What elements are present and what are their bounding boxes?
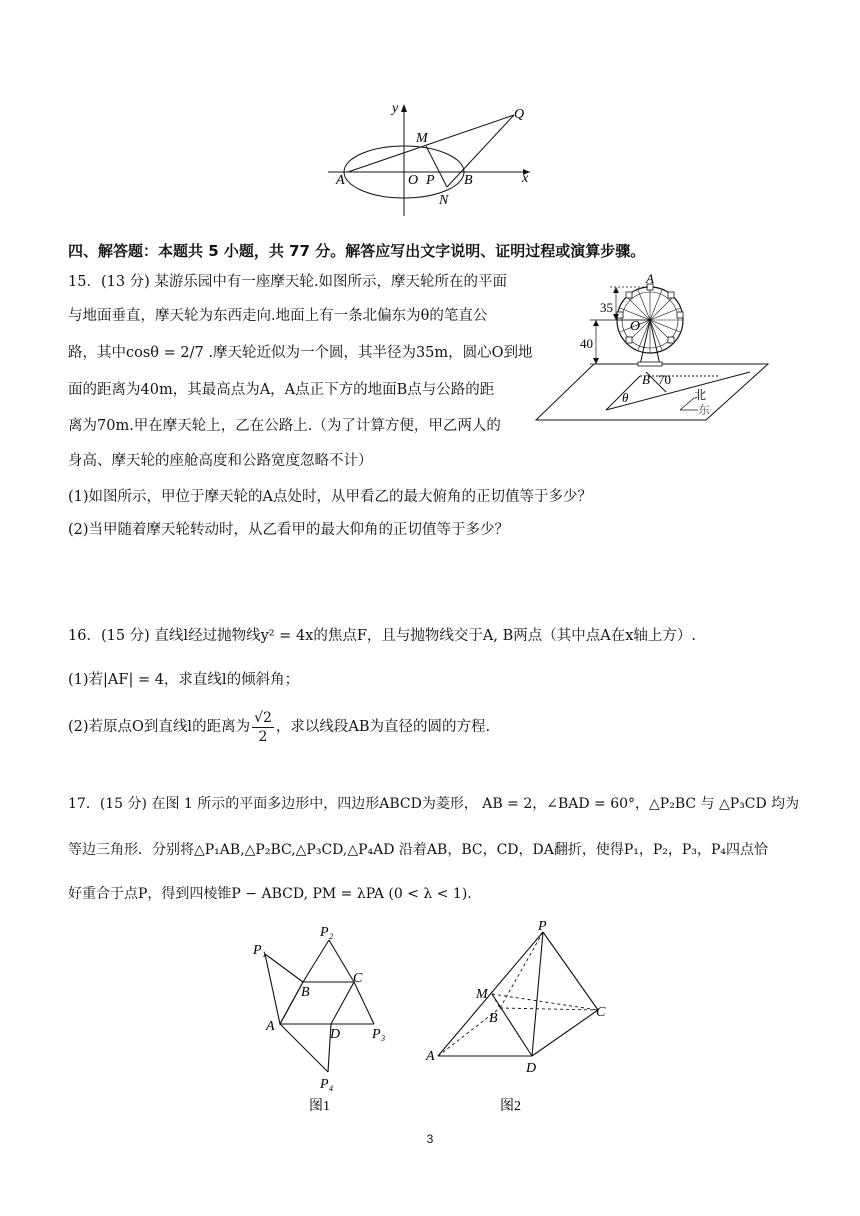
- fig2-label-M: M: [476, 987, 488, 1002]
- q17-line-3: 好重合于点P，得到四棱锥P − ABCD, PM = λPA (0 < λ < 1).: [68, 886, 472, 902]
- q17-line-1: 17．(15 分) 在图 1 所示的平面多边形中，四边形ABCD为菱形， AB = 2，∠BAD = 60°，△P₂BC 与 △P₃CD 均为: [68, 796, 800, 812]
- ferris-label-theta: θ: [622, 390, 629, 405]
- ferris-label-70: 70: [658, 372, 671, 387]
- fig1-label-A: A: [266, 1019, 275, 1034]
- q15-line-2: 与地面垂直，摩天轮为东西走向.地面上有一条北偏东为θ的笔直公: [68, 308, 488, 324]
- q15-line-4: 面的距离为40m，其最高点为A，A点正下方的地面B点与公路的距: [68, 382, 495, 398]
- ferris-wheel-figure: [532, 268, 772, 426]
- q16-fraction-num: √2: [254, 709, 272, 726]
- q15-line-1: 15．(13 分) 某游乐园中有一座摩天轮.如图所示，摩天轮所在的平面: [68, 274, 508, 290]
- fig1-label-P2: P₂: [320, 925, 334, 940]
- ferris-label-north: 北: [694, 388, 707, 402]
- fig1-caption: 图1: [309, 1099, 330, 1114]
- q15-sub-1: (1)如图所示，甲位于摩天轮的A点处时，从甲看乙的最大俯角的正切值等于多少？: [68, 489, 593, 505]
- fig1-label-B: B: [301, 985, 310, 1000]
- q15-sub-2: (2)当甲随着摩天轮转动时，从乙看甲的最大仰角的正切值等于多少？: [68, 522, 510, 538]
- fig1-label-D: D: [330, 1027, 341, 1042]
- fig2-label-D: D: [526, 1061, 537, 1076]
- fig2-label-C: C: [596, 1005, 606, 1020]
- q16-sub2-text-a: (2)若原点O到直线l的距离为: [68, 719, 251, 735]
- label-M: M: [416, 131, 428, 146]
- page-number: 3: [426, 1132, 434, 1146]
- label-A: A: [336, 173, 345, 188]
- fig1-label-P1: P₁: [253, 943, 267, 958]
- ferris-label-A: A: [646, 271, 654, 286]
- ferris-label-35: 35: [600, 300, 613, 315]
- q15-line-3: 路，其中cosθ = 2/7 .摩天轮近似为一个圆，其半径为35m，圆心O到地: [68, 345, 533, 361]
- label-N: N: [439, 193, 449, 208]
- q16-sub-1: (1)若|AF| = 4，求直线l的倾斜角；: [68, 672, 300, 688]
- q16-sub-2: [68, 706, 490, 748]
- ferris-label-40: 40: [580, 336, 593, 351]
- section-heading: 四、解答题：本题共 5 小题，共 77 分。解答应写出文字说明、证明过程或演算步骤。: [68, 242, 646, 260]
- figure-2: [420, 918, 620, 1118]
- q16-fraction: [252, 709, 274, 746]
- label-Q: Q: [514, 107, 525, 122]
- ellipse-figure: [320, 98, 540, 220]
- label-B: B: [464, 173, 473, 188]
- ferris-label-east: 东: [698, 403, 711, 417]
- q16-fraction-den: 2: [258, 728, 268, 745]
- q15-line-6: 身高、摩天轮的座舱高度和公路宽度忽略不计）: [68, 453, 373, 469]
- ferris-label-O: O: [630, 319, 641, 334]
- fig2-caption: 图2: [500, 1099, 521, 1114]
- fig2-label-A: A: [426, 1049, 435, 1064]
- fig1-label-P4: P₄: [320, 1077, 334, 1092]
- label-O: O: [408, 173, 419, 188]
- q15-line-5: 离为70m.甲在摩天轮上，乙在公路上.（为了计算方便，甲乙两人的: [68, 418, 501, 434]
- fig2-label-P: P: [538, 919, 547, 934]
- fig1-label-C: C: [353, 971, 363, 986]
- q16-sub2-text-b: ，求以线段AB为直径的圆的方程.: [275, 719, 491, 735]
- ferris-label-B: B: [642, 372, 650, 387]
- label-x: x: [522, 171, 529, 186]
- label-y: y: [392, 101, 399, 116]
- fig1-label-P3: P₃: [372, 1027, 386, 1042]
- label-P: P: [426, 173, 435, 188]
- fig2-label-B: B: [489, 1011, 498, 1026]
- q17-line-2: 等边三角形．分别将△P₁AB,△P₂BC,△P₃CD,△P₄AD 沿着AB，BC，CD，DA翻折，使得P₁，P₂，P₃，P₄四点恰: [68, 842, 768, 858]
- figure-1: [248, 920, 398, 1120]
- q16-line-1: 16．(15 分) 直线l经过抛物线y² = 4x的焦点F，且与抛物线交于A, B两点（其中点A在x轴上方）.: [68, 628, 697, 644]
